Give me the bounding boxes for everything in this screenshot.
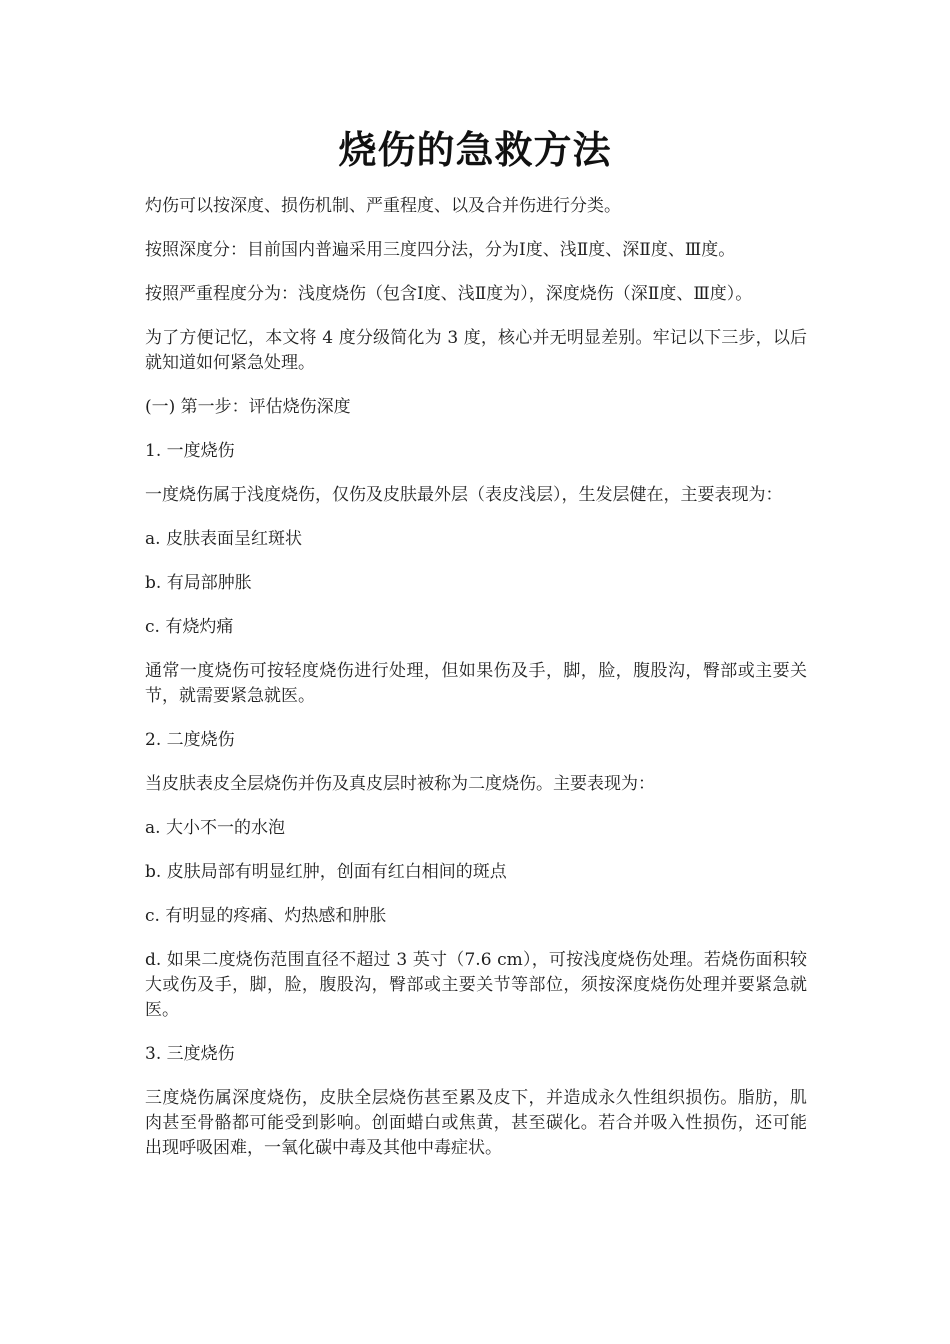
subheading-third-degree: 3. 三度烧伤 [145, 1044, 235, 1064]
list-item-second-degree-c: c. 有明显的疼痛、灼热感和肿胀 [145, 906, 387, 926]
paragraph-second-degree-desc: 当皮肤表皮全层烧伤并伤及真皮层时被称为二度烧伤。主要表现为： [145, 774, 655, 794]
paragraph-depth-classification: 按照深度分：目前国内普遍采用三度四分法，分为Ⅰ度、浅Ⅱ度、深Ⅱ度、Ⅲ度。 [145, 240, 736, 260]
list-item-second-degree-a: a. 大小不一的水泡 [145, 818, 285, 838]
list-item-second-degree-d: d. 如果二度烧伤范围直径不超过 3 英寸（7.6 cm），可按浅度烧伤处理。若烧伤面积较大或伤及手，脚，脸，腹股沟，臀部或主要关节等部位，须按深度烧伤处理并要紧急就医。 [145, 950, 807, 1020]
paragraph-classification-intro: 灼伤可以按深度、损伤机制、严重程度、以及合并伤进行分类。 [145, 196, 621, 216]
paragraph-memory-note: 为了方便记忆，本文将 4 度分级简化为 3 度，核心并无明显差别。牢记以下三步，以后就知道如何紧急处理。 [145, 328, 807, 373]
paragraph-first-degree-treatment: 通常一度烧伤可按轻度烧伤进行处理，但如果伤及手，脚，脸，腹股沟，臀部或主要关节，就需要紧急就医。 [145, 661, 807, 706]
section-heading-step-one: (一) 第一步：评估烧伤深度 [145, 397, 351, 417]
subheading-second-degree: 2. 二度烧伤 [145, 730, 235, 750]
paragraph-third-degree-desc: 三度烧伤属深度烧伤，皮肤全层烧伤甚至累及皮下，并造成永久性组织损伤。脂肪，肌肉甚至骨骼都可能受到影响。创面蜡白或焦黄，甚至碳化。若合并吸入性损伤，还可能出现呼吸困难，一氧化碳中毒及其他中毒症状。 [145, 1088, 807, 1158]
paragraph-first-degree-desc: 一度烧伤属于浅度烧伤，仅伤及皮肤最外层（表皮浅层），生发层健在，主要表现为： [145, 485, 783, 505]
list-item-first-degree-c: c. 有烧灼痛 [145, 617, 234, 637]
list-item-first-degree-a: a. 皮肤表面呈红斑状 [145, 529, 302, 549]
list-item-second-degree-b: b. 皮肤局部有明显红肿，创面有红白相间的斑点 [145, 862, 507, 882]
subheading-first-degree: 1. 一度烧伤 [145, 441, 235, 461]
list-item-first-degree-b: b. 有局部肿胀 [145, 573, 252, 593]
document-body [145, 194, 807, 1180]
page-title: 烧伤的急救方法 [338, 127, 612, 172]
paragraph-severity-classification: 按照严重程度分为：浅度烧伤（包含Ⅰ度、浅Ⅱ度为），深度烧伤（深Ⅱ度、Ⅲ度）。 [145, 284, 753, 304]
